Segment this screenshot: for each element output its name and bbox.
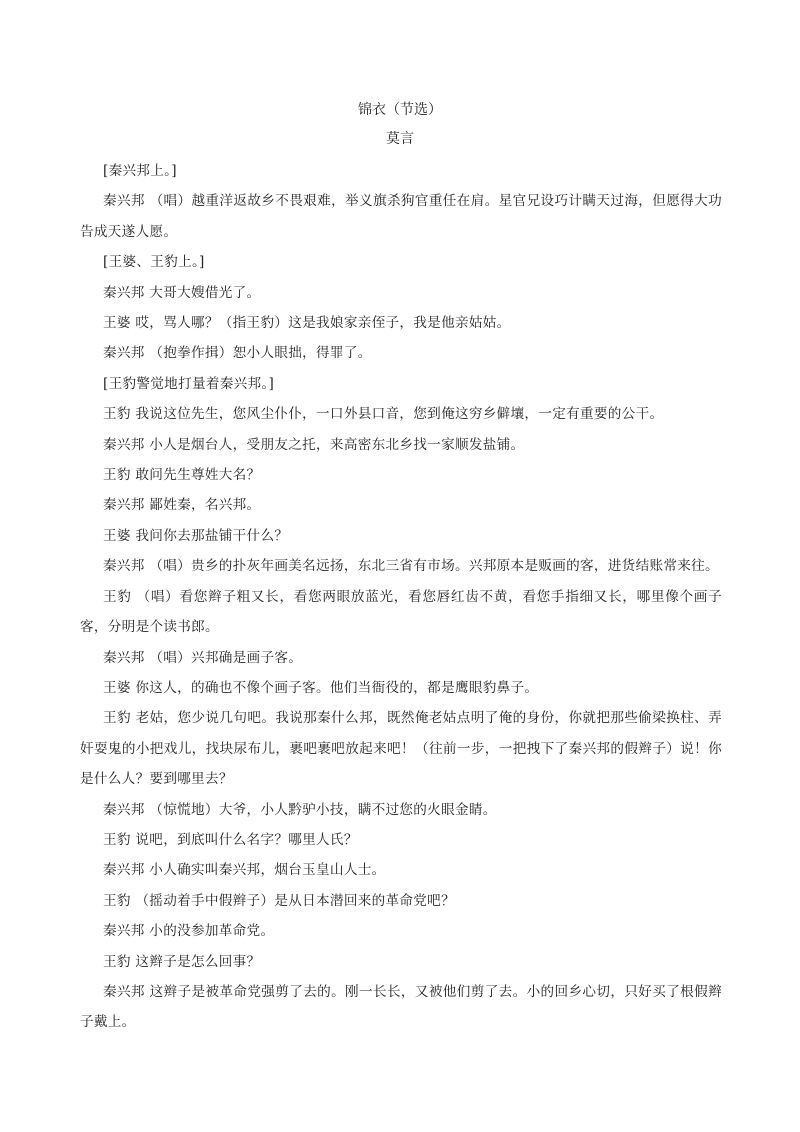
document-title: 锦衣（节选） xyxy=(358,102,442,118)
paragraph: 秦兴邦 小人确实叫秦兴邦，烟台玉皇山人士。 xyxy=(103,862,386,879)
paragraph: 秦兴邦 这辫子是被革命党强剪了去的。刚一长长，又被他们剪了去。小的回乡心切，只好买了根假辫子戴上。 xyxy=(80,983,722,1031)
paragraph: [秦兴邦上。] xyxy=(103,163,177,179)
paragraph: 王豹 （唱）看您辫子粗又长，看您两眼放蓝光，看您唇红齿不黄，看您手指细又长，哪里像个画子客，分明是个读书郎。 xyxy=(80,588,722,636)
paragraph: 秦兴邦 （唱）越重洋返故乡不畏艰难，举义旗杀狗官重任在肩。星官兄设巧计瞒天过海，但愿得大功告成天遂人愿。 xyxy=(80,193,722,240)
document-body xyxy=(80,156,722,1038)
paragraph: 秦兴邦 （唱）贵乡的扑灰年画美名远扬，东北三省有市场。兴邦原本是贩画的客，进货结账常来往。 xyxy=(103,558,719,575)
paragraph: 秦兴邦 大哥大嫂借光了。 xyxy=(103,284,261,301)
paragraph: 秦兴邦 鄙姓秦，名兴邦。 xyxy=(103,497,261,514)
paragraph: [王婆、王豹上。] xyxy=(103,254,205,271)
document-author: 莫言 xyxy=(386,131,414,147)
paragraph: 王豹 说吧，到底叫什么名字？哪里人氏？ xyxy=(103,831,358,848)
paragraph: 王豹 敢问先生尊姓大名？ xyxy=(103,467,261,484)
paragraph: 秦兴邦 小的没参加革命党。 xyxy=(103,923,275,940)
paragraph: 王婆 我问你去那盐铺干什么？ xyxy=(103,527,289,544)
paragraph: 王豹 （摇动着手中假辫子）是从日本潜回来的革命党吧？ xyxy=(103,892,455,909)
paragraph: 秦兴邦 （唱）兴邦确是画子客。 xyxy=(103,649,303,666)
paragraph: 秦兴邦 （惊慌地）大爷，小人黔驴小技，瞒不过您的火眼金睛。 xyxy=(103,801,497,818)
paragraph: 王婆 你这人，的确也不像个画子客。他们当衙役的，都是鹰眼豹鼻子。 xyxy=(103,679,539,696)
paragraph: 王婆 哎，骂人哪？（指王豹）这是我娘家亲侄子，我是他亲姑姑。 xyxy=(103,315,511,332)
paragraph: [王豹警觉地打量着秦兴邦。] xyxy=(103,375,275,392)
paragraph: 王豹 我说这位先生，您风尘仆仆，一口外县口音，您到俺这穷乡僻壤，一定有重要的公干。 xyxy=(103,406,664,423)
paragraph: 王豹 老姑，您少说几句吧。我说那秦什么邦，既然俺老姑点明了俺的身份，你就把那些偷梁换柱、弄奸耍鬼的小把戏儿，找块尿布儿，裹吧裹吧放起来吧！（往前一步，一把拽下了秦兴邦的假辫子）说！你是什么人？要到哪里去？ xyxy=(80,710,722,788)
paragraph: 秦兴邦 小人是烟台人，受朋友之托，来高密东北乡找一家顺发盐铺。 xyxy=(103,436,525,453)
paragraph: 王豹 这辫子是怎么回事？ xyxy=(103,953,261,970)
paragraph: 秦兴邦 （抱拳作揖）恕小人眼拙，得罪了。 xyxy=(103,345,372,362)
